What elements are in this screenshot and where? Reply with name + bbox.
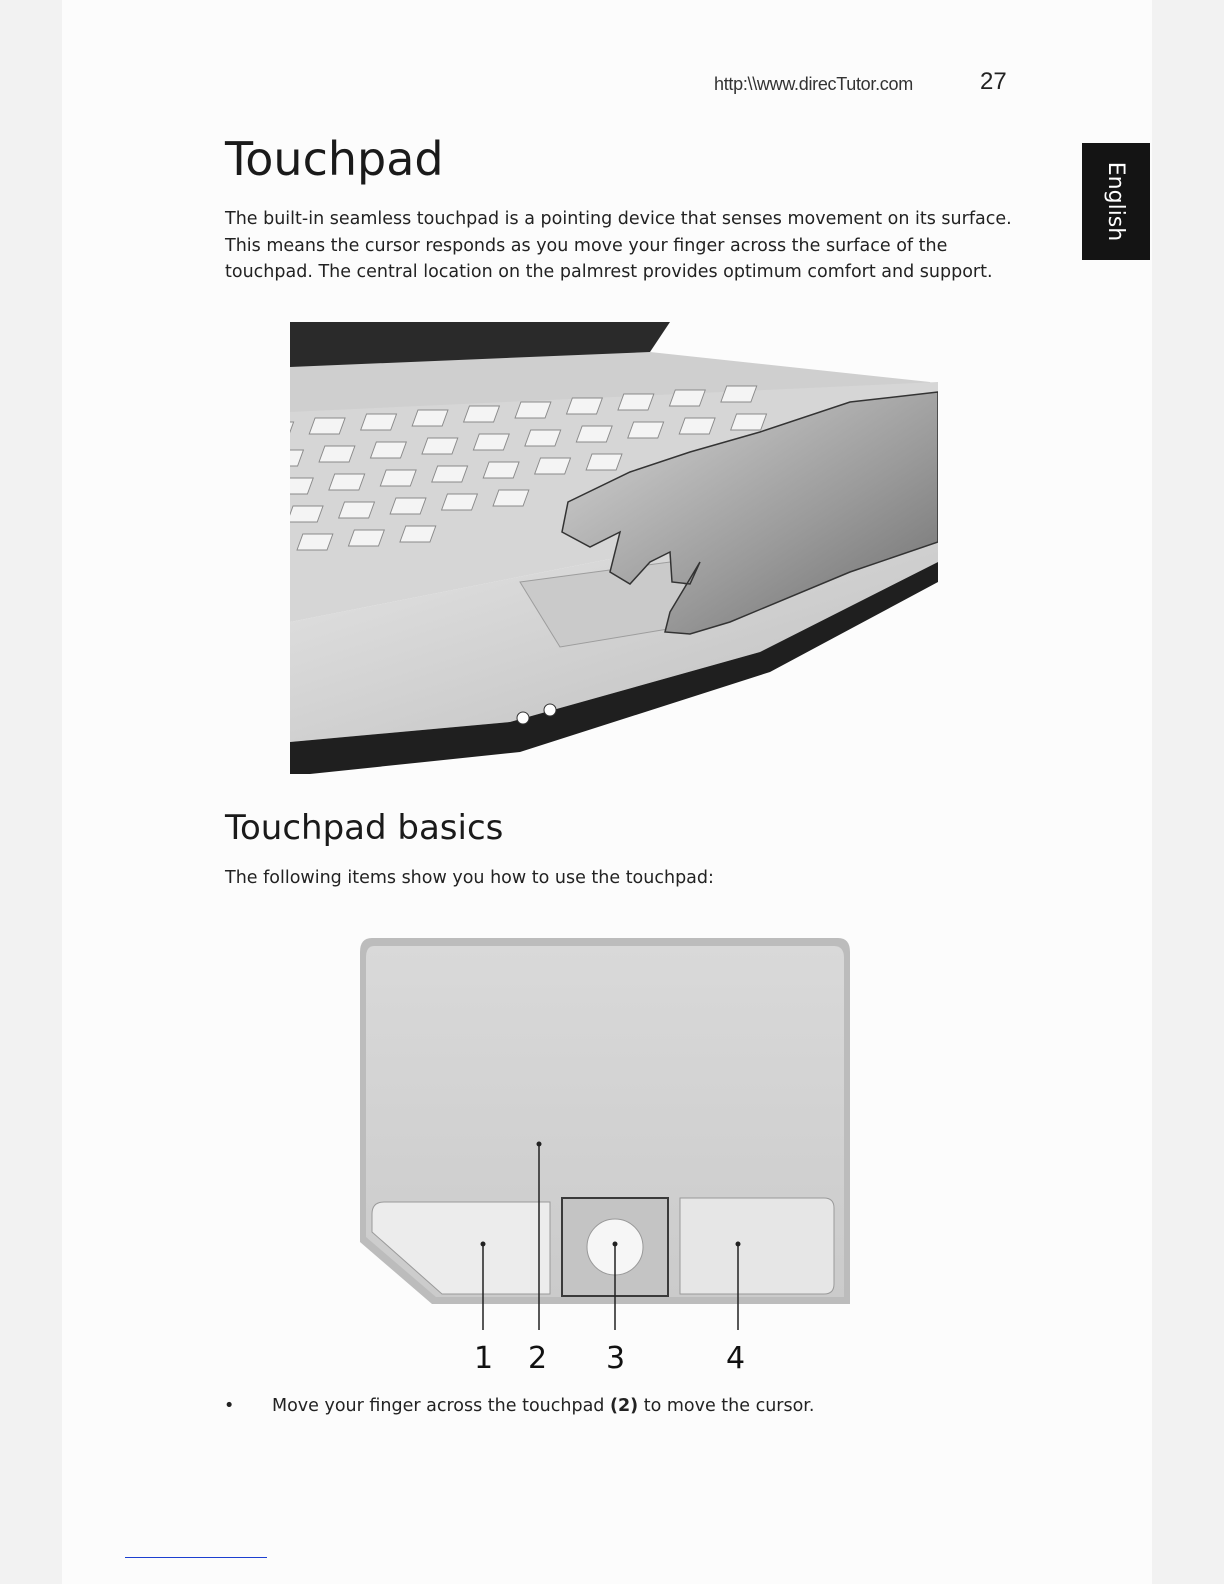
basics-intro: The following items show you how to use the touchpad: — [225, 868, 714, 888]
bullet-text-after: to move the cursor. — [638, 1396, 815, 1416]
bullet-text — [272, 1396, 814, 1416]
section-subtitle: Touchpad basics — [225, 808, 504, 848]
laptop-touchpad-photo — [290, 322, 938, 774]
bullet-symbol: • — [224, 1396, 235, 1416]
indicator-light-1 — [517, 712, 529, 724]
language-tab-label: English — [1103, 161, 1129, 242]
footnote-rule — [125, 1557, 267, 1558]
callout-label-4: 4 — [726, 1341, 746, 1376]
right-click-button — [680, 1198, 834, 1294]
bullet-text-before: Move your finger across the touchpad — [272, 1396, 610, 1416]
intro-paragraph: The built-in seamless touchpad is a pointing device that senses movement on its surface. This means the cursor responds as you move your finger across the surface of the touchpad. The central location on the palmrest provides optimum comfort and support. — [225, 209, 1012, 282]
page-title: Touchpad — [225, 132, 444, 186]
language-tab — [1082, 143, 1150, 260]
callout-label-3: 3 — [606, 1341, 626, 1376]
callout-label-2: 2 — [528, 1341, 548, 1376]
touchpad-diagram — [350, 932, 860, 1382]
page-number: 27 — [980, 68, 1007, 95]
indicator-light-2 — [544, 704, 556, 716]
callout-label-1: 1 — [474, 1341, 494, 1376]
left-click-button — [372, 1202, 550, 1294]
header-url: http:\\www.direcTutor.com — [714, 74, 913, 94]
bullet-ref: (2) — [609, 1396, 639, 1416]
